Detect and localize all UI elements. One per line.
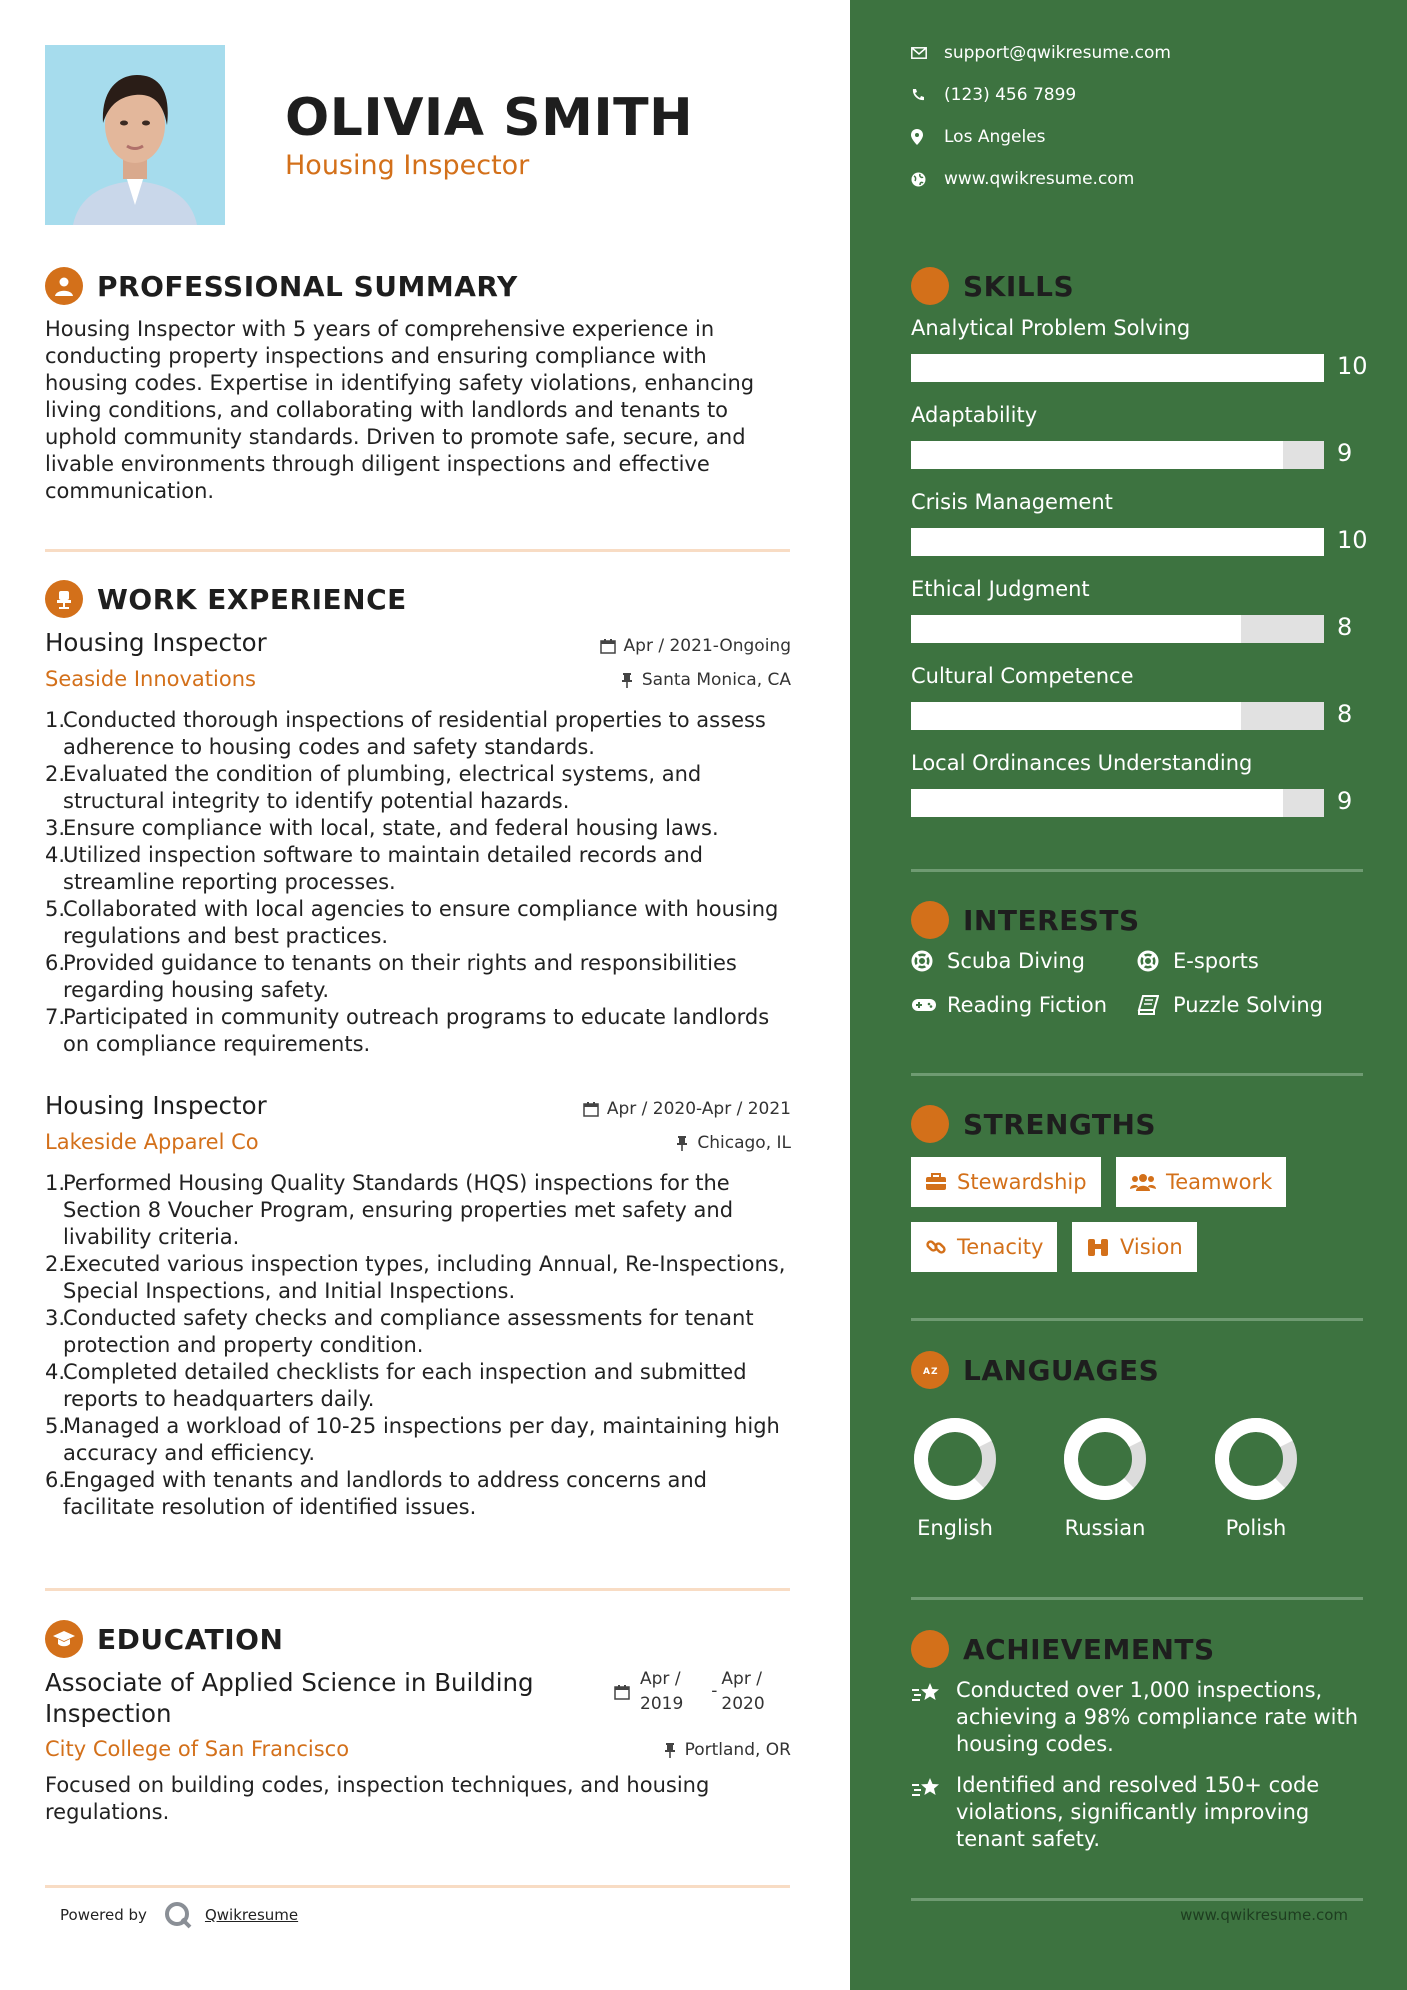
job-title: Housing Inspector [45, 1091, 267, 1120]
job-dates [583, 1099, 791, 1119]
powered-by [60, 1900, 298, 1930]
skill-level: 8 [1337, 700, 1353, 728]
job-responsibilities [45, 1170, 790, 1521]
contact-website [911, 169, 1134, 189]
languages-heading [911, 1351, 1159, 1389]
phone-icon [911, 88, 925, 102]
section-title: SKILLS [963, 269, 1075, 303]
strength-label: Tenacity [957, 1235, 1044, 1259]
skill-level: 10 [1337, 352, 1368, 380]
section-title: PROFESSIONAL SUMMARY [97, 269, 518, 303]
language-item [1050, 1414, 1160, 1540]
achievement-item [911, 1772, 1371, 1853]
list-item: 2. Executed various inspection types, including Annual, Re-Inspections, Special Inspections, and Initial Inspections. [45, 1252, 786, 1303]
email-text[interactable]: support@qwikresume.com [944, 43, 1171, 63]
fist-icon [911, 1105, 949, 1143]
list-item: 5. Managed a workload of 10-25 inspections per day, maintaining high accuracy and efficiency. [45, 1414, 780, 1465]
pin-icon [620, 672, 634, 688]
education-location [663, 1740, 791, 1760]
language-item [1201, 1414, 1311, 1540]
achievements-heading [911, 1630, 1215, 1668]
language-icon [911, 1351, 949, 1389]
divider [911, 1073, 1363, 1076]
company-name: Lakeside Apparel Co [45, 1130, 259, 1154]
list-item: 3. Ensure compliance with local, state, and federal housing laws. [45, 816, 719, 840]
strength-label: Vision [1120, 1235, 1183, 1259]
strength-label: Teamwork [1166, 1170, 1273, 1194]
strength-badge [1072, 1222, 1197, 1272]
qwikresume-link[interactable]: Qwikresume [204, 1906, 299, 1924]
degree-title: Associate of Applied Science in Building Inspection [45, 1668, 534, 1728]
skill-bar [911, 702, 1324, 730]
user-icon [45, 267, 83, 305]
divider [45, 1885, 790, 1888]
skill-label: Cultural Competence [911, 664, 1134, 688]
date-dash: - [711, 1681, 718, 1701]
interest-label: Puzzle Solving [1173, 993, 1323, 1017]
skill-bar-fill [911, 441, 1283, 469]
interest-label: E-sports [1173, 949, 1259, 973]
skill-bar [911, 615, 1324, 643]
section-title: ACHIEVEMENTS [963, 1632, 1215, 1666]
lifebuoy-icon [1137, 950, 1159, 972]
skill-bar-fill [911, 528, 1324, 556]
education-description: Focused on building codes, inspection techniques, and housing regulations. [45, 1773, 710, 1824]
skill-bar [911, 789, 1324, 817]
skill-label: Crisis Management [911, 490, 1113, 514]
divider [45, 1588, 790, 1591]
skill-bar [911, 354, 1324, 382]
list-item: 6. Provided guidance to tenants on their rights and responsibilities regarding housing safety. [45, 951, 737, 1002]
qwikresume-logo-icon [163, 1900, 193, 1930]
calendar-icon [614, 1684, 630, 1700]
job-location [675, 1133, 791, 1153]
achievement-item [911, 1677, 1371, 1758]
strength-label: Stewardship [957, 1170, 1087, 1194]
divider [45, 549, 790, 552]
list-item: 3. Conducted safety checks and compliance assessments for tenant protection and property condition. [45, 1306, 754, 1357]
school-name: City College of San Francisco [45, 1737, 350, 1761]
interests-heading [911, 901, 1140, 939]
list-item: 2. Evaluated the condition of plumbing, electrical systems, and structural integrity to identify potential hazards. [45, 762, 702, 813]
interest-item [1137, 949, 1259, 973]
skill-bar-fill [911, 789, 1283, 817]
briefcase-icon [925, 1173, 947, 1191]
location-text: Chicago, IL [697, 1133, 791, 1153]
skills-heading [911, 267, 1074, 305]
calendar-icon [600, 638, 616, 654]
list-item: 6. Engaged with tenants and landlords to address concerns and facilitate resolution of identified issues. [45, 1468, 707, 1519]
strength-badge [911, 1222, 1057, 1272]
skill-level: 8 [1337, 613, 1353, 641]
svg-text:A: A [923, 1367, 930, 1377]
skill-bar-fill [911, 702, 1241, 730]
divider [911, 1898, 1363, 1901]
language-label: Russian [1064, 1516, 1146, 1540]
skill-label: Ethical Judgment [911, 577, 1090, 601]
powered-by-label: Powered by [60, 1906, 147, 1924]
job-dates [600, 636, 791, 656]
map-marker-icon [911, 129, 923, 145]
interest-label: Reading Fiction [947, 993, 1108, 1017]
pin-icon [675, 1135, 689, 1151]
education-dates [614, 1667, 765, 1717]
gamepad-icon [911, 997, 937, 1013]
interest-item [1137, 993, 1323, 1017]
summary-heading [45, 267, 518, 305]
language-label: English [917, 1516, 993, 1540]
phone-text: (123) 456 7899 [944, 85, 1077, 105]
skill-label: Adaptability [911, 403, 1038, 427]
divider [911, 869, 1363, 872]
list-item: 1. Performed Housing Quality Standards (HQS) inspections for the Section 8 Voucher Program, ensuring properties met safety and livability criteria. [45, 1171, 734, 1249]
svg-text:Z: Z [931, 1367, 938, 1377]
date-range: Apr / 2021-Ongoing [623, 636, 791, 656]
website-text[interactable]: www.qwikresume.com [944, 169, 1135, 189]
language-donut [910, 1414, 1000, 1504]
candidate-role: Housing Inspector [285, 150, 530, 181]
location-text: Portland, OR [684, 1740, 791, 1760]
contact-phone [911, 85, 1076, 105]
experience-heading [45, 580, 407, 618]
education-heading [45, 1620, 283, 1658]
divider [911, 1597, 1363, 1600]
profile-photo [45, 45, 225, 225]
interest-label: Scuba Diving [947, 949, 1085, 973]
skill-label: Local Ordinances Understanding [911, 751, 1253, 775]
lightbulb-icon [911, 267, 949, 305]
location-text: Santa Monica, CA [641, 670, 791, 690]
skill-bar-fill [911, 354, 1324, 382]
chair-icon [45, 580, 83, 618]
contact-location [911, 127, 1046, 147]
shooting-star-icon [911, 1776, 943, 1800]
footer-website[interactable]: www.qwikresume.com [1180, 1906, 1348, 1924]
envelope-icon [911, 47, 927, 59]
pin-icon [663, 1742, 677, 1758]
company-name: Seaside Innovations [45, 667, 256, 691]
section-title: INTERESTS [963, 903, 1140, 937]
calendar-icon [583, 1101, 599, 1117]
interest-item [911, 949, 1085, 973]
globe-icon [911, 172, 926, 187]
language-donut [1211, 1414, 1301, 1504]
strength-badge [911, 1157, 1101, 1207]
section-title: WORK EXPERIENCE [97, 582, 407, 616]
skill-level: 9 [1337, 787, 1353, 815]
job-title: Housing Inspector [45, 628, 267, 657]
candidate-name: OLIVIA SMITH [285, 88, 694, 148]
strengths-heading [911, 1105, 1156, 1143]
section-title: LANGUAGES [963, 1353, 1160, 1387]
users-icon [1130, 1173, 1156, 1191]
skill-bar [911, 441, 1324, 469]
divider [911, 1318, 1363, 1321]
strength-badge [1116, 1157, 1286, 1207]
achievement-text: Conducted over 1,000 inspections, achieving a 98% compliance rate with housing codes. [956, 1678, 1359, 1756]
list-item: 5. Collaborated with local agencies to ensure compliance with housing regulations and best practices. [45, 897, 779, 948]
job-responsibilities [45, 707, 790, 1058]
date-range: Apr / 2020-Apr / 2021 [606, 1099, 791, 1119]
language-donut [1060, 1414, 1150, 1504]
skill-bar [911, 528, 1324, 556]
contact-email [911, 43, 1171, 63]
skill-label: Analytical Problem Solving [911, 316, 1191, 340]
list-item: 4. Completed detailed checklists for each inspection and submitted reports to headquarters daily. [45, 1360, 747, 1411]
language-label: Polish [1225, 1516, 1287, 1540]
list-item: 7. Participated in community outreach programs to educate landlords on compliance requirements. [45, 1005, 770, 1056]
skill-level: 10 [1337, 526, 1368, 554]
location-text: Los Angeles [944, 127, 1046, 147]
lifebuoy-icon [911, 950, 933, 972]
link-icon [925, 1236, 947, 1258]
binoculars-icon [1086, 1237, 1110, 1257]
language-item [900, 1414, 1010, 1540]
skill-level: 9 [1337, 439, 1353, 467]
book-icon [1137, 995, 1159, 1015]
start-date: Apr / 2019 [640, 1669, 684, 1714]
job-location [620, 670, 791, 690]
star-icon [911, 1630, 949, 1668]
achievement-text: Identified and resolved 150+ code violations, significantly improving tenant safety. [956, 1773, 1320, 1851]
shooting-star-icon [911, 1681, 943, 1705]
paper-plane-icon [911, 901, 949, 939]
end-date: Apr / 2020 [721, 1669, 765, 1714]
section-title: EDUCATION [97, 1622, 284, 1656]
list-item: 4. Utilized inspection software to maintain detailed records and streamline reporting processes. [45, 843, 703, 894]
skill-bar-fill [911, 615, 1241, 643]
section-title: STRENGTHS [963, 1107, 1157, 1141]
summary-text: Housing Inspector with 5 years of comprehensive experience in conducting property inspections and ensuring compliance with housing codes. Expertise in identifying safety violations, enhancing living conditions, and collaborating with landlords and tenants to uphold community standards. Driven to promote safe, secure, and livable environments through diligent inspections and effective communication. [45, 317, 755, 503]
interest-item [911, 993, 1107, 1017]
graduation-cap-icon [45, 1620, 83, 1658]
list-item: 1. Conducted thorough inspections of residential properties to assess adherence to housing codes and safety standards. [45, 708, 766, 759]
